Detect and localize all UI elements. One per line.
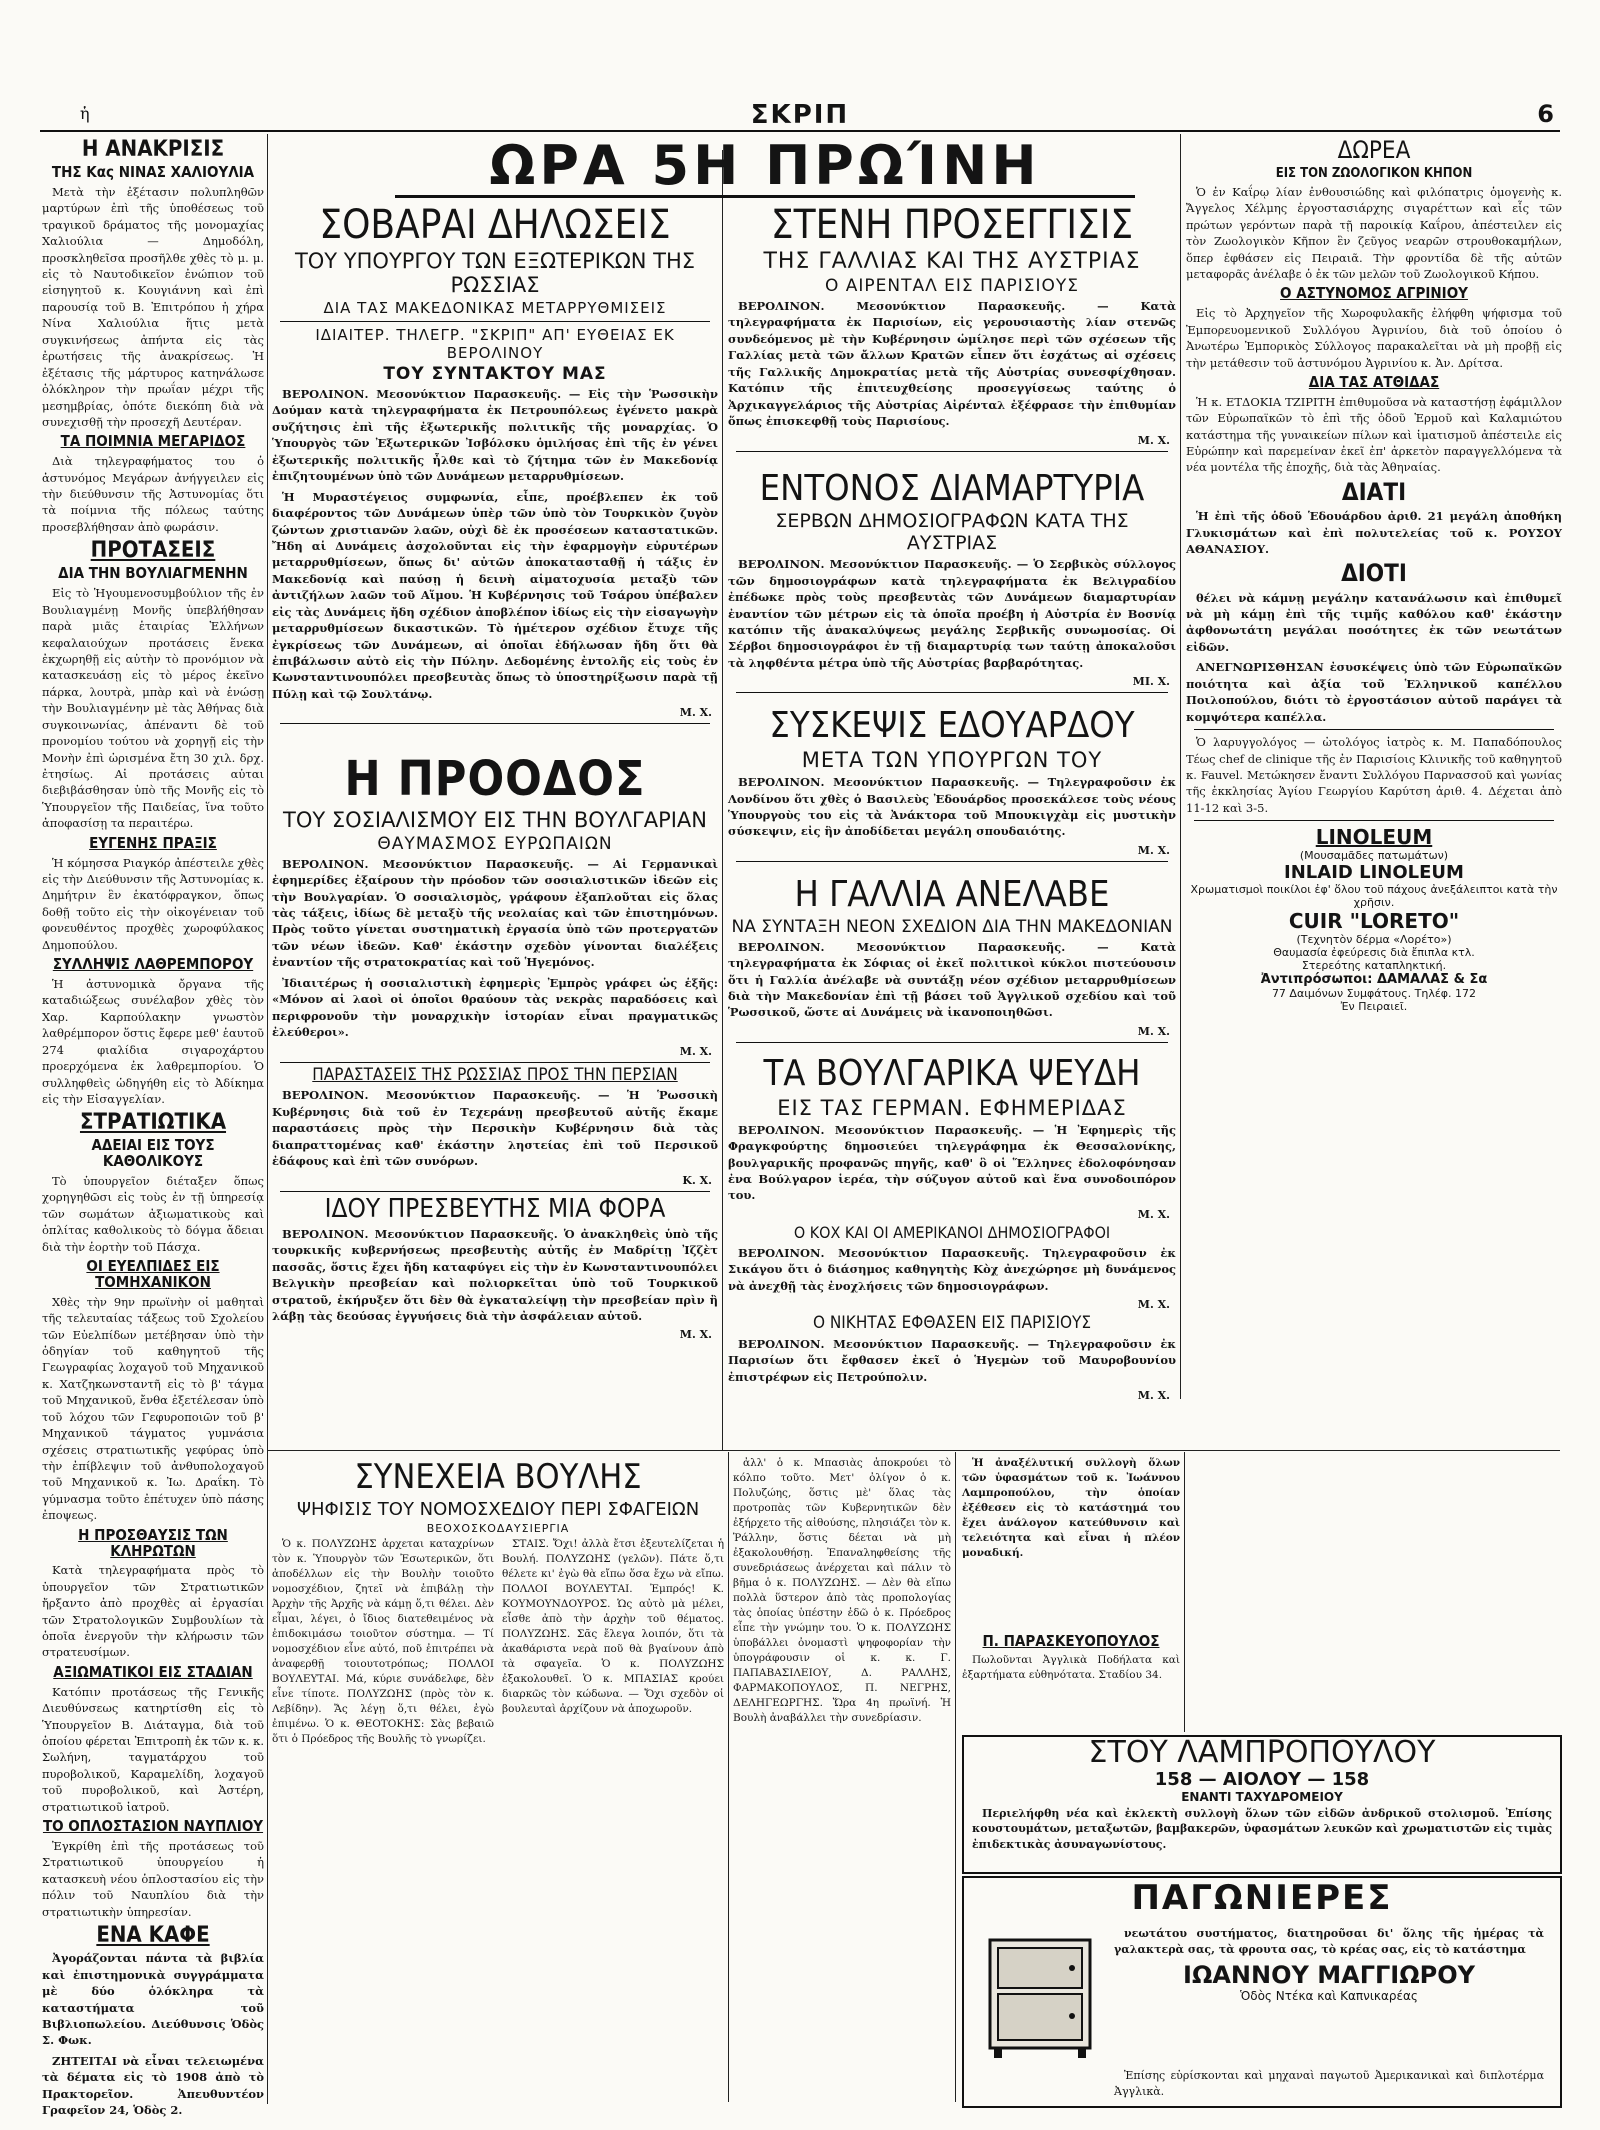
notice-body: Ἡ ἀναξέλυτική συλλογὴ ὅλων τῶν ὑφασμάτων τοῦ κ. Ἰωάννου Λαμπροπούλου, τὴν ὁποίαν ἐξέθεσεν εἰς τὸ κατάστημά του ἔχει ἀνάλογον κατεύθυνσιν καὶ τελειότητα καὶ εἶναι ἡ πλέον μοναδική.	[962, 1457, 1180, 1559]
article-body: ΒΕΡΟΛΙΝΟΝ. Μεσονύκτιον Παρασκευῆς. — Εἰς τὴν Ῥωσσικὴν Δούμαν κατὰ τηλεγραφήματα ἐκ Πετρουπόλεως ἐγένετο μακρὰ συζήτησις ἐπὶ τῆς ἐξωτερικῆς πολιτικῆς τῆς μοναρχίας. Ὁ Ὑπουργὸς τῶν Ἐξωτερικῶν Ἰσβόλσκυ ὁμιλήσας ἐπὶ τῆς ἐν γένει ἐξωτερικῆς πολιτικῆς ἦλθε καὶ τὸ ζήτημα τῶν ἐν Μακεδονίᾳ ἐπιζητουμένων ὑπὸ τῶν Δυνάμεων μεταρρυθμίσεων.	[272, 387, 718, 484]
ad-body: Ἡ ἐπὶ τῆς ὁδοῦ Ἑδουάρδου ἀριθ. 21 μεγάλη ἀποθήκη Γλυκισμάτων καὶ ἐπὶ πολυτελείας τοῦ κ. ΡΟΥΣΟΥ ΑΘΑΝΑΣΙΟΥ.	[1186, 509, 1562, 556]
article-body: Εἰς τὸ Ἀρχηγεῖον τῆς Χωροφυλακῆς ἐλήφθη ψήφισμα τοῦ Ἐμπορευομενικοῦ Συλλόγου Ἀγρινίου, διὰ τοῦ ὁποίου ὁ Ἀνωτέρω Ἐμπορικὸς Σύλλογος παρακαλεῖται νὰ μὴ προβῇ εἰς τὴν μετάθεσιν τοῦ ἀστυνόμου Ἀγρινίου κ. Ἀν. Δρίτσα.	[1186, 306, 1562, 370]
ad-line: 158 — ΑΙΟΛΟΥ — 158	[1154, 1768, 1370, 1790]
article-body: ἀλλ' ὁ κ. Μπασιὰς ἀποκρούει τὸ κόλπο τοῦτο. Μετ' ὀλίγον ὁ κ. Πολυζώης, ὅστις μὲ' ὅλας τὰς προτροπὰς τῶν Κυβερνητικῶν δὲν ἐξήρχετο τῆς αἰθούσης, πλησιάζει τὸν κ. Ῥάλλην, ὅστις δέεται νὰ μὴ ἐξακολουθήσῃ. Ἐπαναληφθείσης τῆς συνεδριάσεως ἀνέρχεται καὶ πάλιν τὸ βῆμα ὁ κ. ΠΟΛΥΖΩΗΣ. — Δὲν θὰ εἴπω πολλὰ ὕστερον ἀπὸ τὰς προπολογίας τὰς ὁποίας ὑπέστην ἐδῶ ὁ κ. Πρόεδρος εἶπε τὴν γνώμην του. Ὁ κ. ΠΟΛΥΖΩΗΣ ὑποβάλλει ὀνομαστὶ ψηφοφορίαν τὴν ὑπογράφουσιν οἱ κ. κ. Γ. ΠΑΠΑΒΑΣΙΛΕΙΟΥ, Δ. ΡΑΛΛΗΣ, ΦΑΡΜΑΚΟΠΟΥΛΟΣ, Π. ΝΕΓΡΗΣ, ΔΕΛΗΓΕΩΡΓΗΣ. Ὥρα 4η πρωϊνή. Ἡ Βουλὴ ἀναβάλλει τὴν συνεδρίασιν.	[733, 1457, 951, 1724]
divider	[280, 321, 710, 322]
article-body: ΣΤΑΙΣ. Ὄχι! ἀλλὰ ἔτσι ἐξευτελίζεται ἡ Βουλή. ΠΟΛΥΖΩΗΣ (γελῶν). Πάτε ὅ,τι θέλετε κι' ἐγὼ θὰ εἴπω ὅσα ἔχω νὰ εἴπω. ΠΟΛΛΟΙ ΒΟΥΛΕΥΤΑΙ. Ἐμπρός! Κ. ΚΟΥΜΟΥΝΔΟΥΡΟΣ. Ὡς αὐτὸ μὰ μέλει, εἶσθε ἀπὸ τὴν ἀρχὴν τοῦ θέματος. ΠΟΛΥΖΩΗΣ. Σᾶς ἔλεγα λοιπόν, ὅτι τὰ ἀκαθάριστα νερὰ ποῦ θὰ βγαίνουν ἀπὸ τὰ σφαγεῖα. Ὁ κ. ΠΟΛΥΖΩΗΣ ἐξακολουθεῖ. Ὁ κ. ΜΠΑΣΙΑΣ κρούει διαρκῶς τὸν κώδωνα. — Ὄχι σχεδὸν οἱ βουλευταὶ ἀρχίζουν νὰ ἀποχωροῦν.	[502, 1537, 724, 1715]
article-subhead: ΤΗΣ ΓΑΛΛΙΑΣ ΚΑΙ ΤΗΣ ΑΥΣΤΡΙΑΣ	[763, 249, 1141, 274]
ad-body: Περιελήφθη νέα καὶ ἐκλεκτὴ συλλογὴ ὅλων τῶν εἰδῶν ἀνδρικοῦ στολισμοῦ. Ἐπίσης κουστουμάτων, μεταξωτῶν, βαμβακερῶν, ὑφασμάτων λευκῶν καὶ χρωματιστῶν εἰς τιμὰς ἐπιδεκτικὰς ἀσυναγωνίστους.	[972, 1806, 1553, 1851]
ad-line: ΕΝΑΝΤΙ ΤΑΧΥΔΡΟΜΕΙΟΥ	[1181, 1789, 1343, 1804]
ad-body: Ἀγοράζονται πάντα τὰ βιβλία καὶ ἐπιστημονικὰ συγγράμματα μὲ δύο ὁλόκληρα τὰ καταστήματα τοῦ Βιβλιοπωλείου. Διεύθυνσις Ὁδὸς Σ. Φωκ.	[42, 1951, 264, 2048]
divider	[280, 723, 710, 724]
parliament-columns	[272, 1537, 724, 1751]
article-body: ΒΕΡΟΛΙΝΟΝ. Μεσονύκτιον Παρασκευῆς. Τηλεγραφοῦσιν ἐκ Σικάγου ὅτι ὁ διάσημος καθηγητὴς Κὸχ ἀνεχώρησε μὴ δυνάμενος νὰ ἀνεχθῇ τὰς ἐνοχλήσεις τῶν δημοσιογράφων.	[728, 1245, 1176, 1293]
ad-line: 77 Δαιμόνων Συμφάτους. Τηλέφ. 172	[1271, 987, 1477, 1001]
section-title: ΠΡΟΤΑΣΕΙΣ	[90, 538, 216, 564]
article-body: ΒΕΡΟΛΙΝΟΝ. Μεσονύκτιον Παρασκευῆς. — Τηλεγραφοῦσιν ἐκ Λονδίνου ὅτι χθὲς ὁ Βασιλεὺς Ἐδουάρδος προσεκάλεσε τοὺς νέους Ὑπουργοὺς του εἰς τὰ Ἀνάκτορα τοῦ Μπουκιγχὰμ εἰς μυστικὴν σύσκεψιν, εἰς ἣν ἀποδίδεται μεγάλη σπουδαιότης.	[728, 775, 1176, 839]
article-headline: Ο ΚΟΧ ΚΑΙ ΟΙ ΑΜΕΡΙΚΑΝΟΙ ΔΗΜΟΣΙΟΓΡΑΦΟΙ	[793, 1222, 1111, 1242]
article-signature: Μ. Χ.	[1137, 433, 1170, 447]
article-body: ΒΕΡΟΛΙΝΟΝ. Μεσονύκτιον Παρασκευῆς. — Τηλεγραφοῦσιν ἐκ Παρισίων ὅτι ἔφθασεν ἐκεῖ ὁ Ἡγεμὼν τοῦ Μαυροβουνίου ἐπιστρέφων εἰς Πετρούπολιν.	[728, 1336, 1176, 1384]
ad-line: Στερεότης καταπληκτική.	[1301, 959, 1447, 973]
article-body: Μετὰ τὴν ἐξέτασιν πολυπληθῶν μαρτύρων ἐπὶ τῆς ὑποθέσεως τοῦ τραγικοῦ δράματος τῆς μονομαχίας Χαλιούλια — Δημοδόλη, προσκληθεῖσα προσῆλθε χθὲς τὸ μ. μ. εἰς τὸ Ναυτοδικεῖον ἐνώπιον τοῦ εἰσηγητοῦ κ. Κουγιάννη καὶ ἐπὶ παρουσίᾳ τοῦ Β. Ἐπιτρόπου ἡ χήρα Νίνα Χαλιούλια ἥτις μετὰ συγκινήσεως ἀπήντα εἰς τὰς ἐρωτήσεις τῆς ἀνακρίσεως. Ἡ ἐξέτασις τῆς μάρτυρος κατηνάλωσε ὁλόκληρον τὴν πρωΐαν μέχρι τῆς μεσημβρίας, ὁπότε διεκόπη διὰ νὰ συνεχισθῇ τὴν προσεχῆ Δευτέραν.	[42, 184, 264, 429]
ad-body: Ἐπίσης εὑρίσκονται καὶ μηχαναὶ παγωτοῦ Ἀμερικανικαὶ καὶ διπλοτέρμα Ἀγγλικὰ.	[1114, 2069, 1544, 2098]
ad-line: Ἀντιπρόσωποι: ΔΑΜΑΛΑΣ & Σα	[1260, 972, 1488, 988]
article-headline: Η ΠΡΟΟΔΟΣ	[344, 751, 646, 808]
section-title: ΣΥΛΛΗΨΙΣ ΛΑΘΡΕΜΠΟΡΟΥ	[52, 955, 254, 974]
ad-note: ΖΗΤΕΙΤΑΙ νὰ εἶναι τελειωμένα τὰ δέματα εἰς τὸ 1908 ἀπὸ τὸ Πρακτορεῖον. Ἀπευθυντέον Γραφεῖον 24, Ὁδὸς 2.	[42, 2053, 264, 2118]
article-body: Κατόπιν προτάσεως τῆς Γενικῆς Διευθύνσεως κατηρτίσθη εἰς τὸ Ὑπουργεῖον Β. Διάταγμα, διὰ τοῦ ὁποίου φέρεται Ἐπιτροπὴ ἐκ τῶν κ. κ. Σωλήνη, ταγματάρχου τοῦ πυροβολικοῦ, Καραμελίδη, λοχαγοῦ τοῦ πυροβολικοῦ, καὶ Ἀστέρη, στρατιωτικοῦ ἰατροῦ.	[42, 1684, 264, 1814]
ad-title: ΔΙΑΤΙ	[1341, 477, 1407, 506]
ad-body: ΑΝΕΓΝΩΡΙΣΘΗΣΑΝ ἐσυσκέψεις ὑπὸ τῶν Εὐρωπαϊκῶν ποιότητα καὶ ἀξία τοῦ Ἑλληνικοῦ καπέλλου Ποιλοπούλου, διότι τὸ ἐργοστάσιον αὐτοῦ παράγει τὰ κομψότερα καπέλλα.	[1186, 660, 1562, 724]
section-title: ΔΩΡΕΑ	[1337, 136, 1411, 164]
article-body: ΒΕΡΟΛΙΝΟΝ. Μεσονύκτιον Παρασκευῆς. Ὁ ἀνακληθεὶς ὑπὸ τῆς τουρκικῆς κυβερνήσεως πρεσβευτὴς αὐτῆς ἐν Μαδρίτῃ Ἰζζὲτ πασσᾶς, ὅστις ἔχει ἤδη καταφύγει εἰς τὴν ἐν Κωνσταντινουπόλει Βελγικὴν πρεσβείαν καὶ πολιορκεῖται ὑπὸ τοῦ Τουρκικοῦ στρατοῦ, ἐκήρυξεν ὅτι δὲν θὰ ἐγκαταλείψῃ τὴν πρεσβείαν πρὶν ἢ λάβῃ τὰς δεούσας ἐγγυήσεις διὰ τὴν ἀσφάλειαν αὐτοῦ.	[272, 1226, 718, 1324]
parliament-article	[272, 1456, 724, 2106]
article-body: Ἰδιαιτέρως ἡ σοσιαλιστικὴ ἐφημερὶς Ἐμπρὸς γράφει ὡς ἑξῆς: «Μόνον αἱ λαοὶ οἱ ὁποῖοι θραύουν τὰς νεκρὰς παραδόσεις καὶ περιφρονοῦν τὴν μοναρχικὴν ἱστορίαν εἶναι πραγματικῶς ἐλεύθεροι».	[272, 975, 718, 1040]
section-title: Ο ΑΣΤΥΝΟΜΟΣ ΑΓΡΙΝΙΟΥ	[1280, 284, 1468, 303]
ad-heading: ΙΩΑΝΝΟΥ ΜΑΓΓΙΩΡΟΥ	[1183, 1961, 1475, 1990]
left-column	[42, 134, 264, 2118]
article-subhead: ΕΙΣ ΤΑΣ ΓΕΡΜΑΝ. ΕΦΗΜΕΡΙΔΑΣ	[777, 1095, 1127, 1120]
article-body: ΒΕΡΟΛΙΝΟΝ. Μεσονύκτιον Παρασκευῆς. — Ὁ Σερβικὸς σύλλογος τῶν δημοσιογράφων κατὰ τηλεγραφήματα ἐκ Βελιγραδίου ἐπέδωκε πρὸς τοὺς πρεσβευτὰς τῶν Δυνάμεων διαμαρτυρίαν ἐναντίον τῶν μέτρων εἰς τὰ ὁποῖα προέβη ἡ Αὐστρία ἐν Βοσνίᾳ κατόπιν τῆς ἀνακαλύψεως μεγάλης Σερβικῆς συνωμοσίας. Οἱ Σέρβοι δημοσιογράφοι ἐν τῇ διαμαρτυρίᾳ των ταύτῃ ἀποκαλοῦσι τὰ ληφθέντα μέτρα ὑπὸ τῆς Αὐστρίας βαρβαρότητας.	[728, 557, 1176, 670]
article-body: Τὸ ὑπουργεῖον διέταξεν ὅπως χορηγηθῶσι εἰς τοὺς ἐν τῇ ὑπηρεσίᾳ τῶν σωμάτων ἀξιωματικοὺς καὶ ὁπλίτας καθολικοὺς τὸ δόγμα ἄδειαι διὰ τὴν ἑορτὴν τοῦ Πάσχα.	[42, 1173, 264, 1254]
divider	[736, 451, 1168, 452]
article-subhead: ΘΑΥΜΑΣΜΟΣ ΕΥΡΩΠΑΙΩΝ	[377, 833, 613, 854]
column-rule	[267, 134, 268, 2104]
article-subhead: ΣΕΡΒΩΝ ΔΗΜΟΣΙΟΓΡΑΦΩΝ ΚΑΤΑ ΤΗΣ ΑΥΣΤΡΙΑΣ	[775, 510, 1129, 555]
article-subhead: ΔΙΑ ΤΑΣ ΜΑΚΕΔΟΝΙΚΑΣ ΜΕΤΑΡΡΥΘΜΙΣΕΙΣ	[323, 299, 667, 317]
divider	[280, 1062, 710, 1063]
article-signature: Μ. Χ.	[679, 1044, 712, 1058]
article-body: ΒΕΡΟΛΙΝΟΝ. Μεσονύκτιον Παρασκευῆς. — Κατὰ τηλεγραφήματα ἐκ Παρισίων, εἰς γερουσιαστὴς λίαν στενῶς συνδεόμενος μὲ τὴν Κυβέρνησιν ὡμίλησε περὶ τῶν σχέσεων τῆς Γαλλίας μετὰ τῶν ἄλλων Κρατῶν εἶπεν ὅτι ἐσχάτως αἱ σχέσεις τῆς Γαλλικῆς Δημοκρατίας μετὰ τῆς Αὐστρίας συνεσφίχθησαν. Κατόπιν τῆς ἐπιτευχθείσης προσεγγίσεως ταύτης ὁ Ἀρχικαγγελάριος τῆς Αὐστρίας Αἰρένταλ ἐξέφρασε τὴν ἐπιθυμίαν ὅπως ἐπισκεφθῇ τοὺς Παρισίους.	[728, 299, 1176, 429]
article-subhead: ΜΕΤΑ ΤΩΝ ΥΠΟΥΡΓΩΝ ΤΟΥ	[801, 748, 1103, 773]
article-headline: ΙΔΟΥ ΠΡΕΣΒΕΥΤΗΣ ΜΙΑ ΦΟΡΑ	[324, 1193, 666, 1224]
section-subtitle: ΑΔΕΙΑΙ ΕΙΣ ΤΟΥΣ ΚΑΘΟΛΙΚΟΥΣ	[91, 1136, 215, 1171]
section-title: ΑΞΙΩΜΑΤΙΚΟΙ ΕΙΣ ΣΤΑΔΙΑΝ	[53, 1662, 253, 1681]
column-rule	[955, 1452, 956, 2102]
notice-title: Π. ΠΑΡΑΣΚΕΥΟΠΟΥΛΟΣ	[982, 1632, 1160, 1650]
doctor-ad-area	[1186, 1456, 1562, 1732]
column-rule	[1180, 134, 1181, 1399]
article-signature: Μ. Χ.	[679, 1328, 712, 1342]
article-subhead: Ο ΑΙΡΕΝΤΑΛ ΕΙΣ ΠΑΡΙΣΙΟΥΣ	[824, 276, 1080, 296]
article-body: Κατὰ τηλεγραφήματα πρὸς τὸ ὑπουργεῖον τῶν Στρατιωτικῶν ἤρξαντο ἀπὸ προχθὲς αἱ ἐργασίαι τῶν Στρατολογικῶν Συμβουλίων τὰ ὁποῖα ἐνεργοῦν τὴν κλήρωσιν τῶν στρατευσίμων.	[42, 1563, 264, 1660]
article-subhead: ΒΕΟΧΟΣΚΟΔΑΥΣΙΕΡΓΙΑ	[426, 1521, 570, 1535]
icebox-illustration	[980, 1930, 1100, 2060]
article-body: Εἰς τὸ Ἡγουμενοσυμβούλιον τῆς ἐν Βουλιαγμένῃ Μονῆς ὑπεβλήθησαν παρὰ μιᾶς ἑταιρίας Ἑλλήνων κεφαλαιούχων προτάσεις ἕνεκα ἐκχωρηθῇ εἰς αὐτὴν τὸ προνόμιον νὰ κατασκευάσῃ εἰς τὸ μέρος ἐκεῖνο πάρκα, λουτρὰ, μπὰρ καὶ νὰ ἑνώσῃ τὴν Βουλιαγμένην μὲ τὰς Ἀθήνας διὰ συγκοινωνίας, ἀπέναντι δὲ τοῦ προνομίου τούτου νὰ χορηγῇ εἰς τὴν Μονὴν ἐπὶ ὡρισμένα ἔτη 30 χιλ. δρχ. ἐτησίως. Αἱ προτάσεις αὐται διεβιβάσθησαν ὑπὸ τῆς Μονῆς εἰς τὸ Ὑπουργεῖον τῆς Παιδείας, ἵνα τοῦτο ἀποφασίσῃ τα περαιτέρω.	[42, 586, 264, 831]
column-rule	[728, 1452, 729, 2102]
section-title: Η ΠΡΟΣΘΑΥΣΙΣ ΤΩΝ ΚΛΗΡΩΤΩΝ	[78, 1525, 228, 1560]
iceboxes-ad	[962, 1876, 1562, 2108]
article-headline: ΠΑΡΑΣΤΑΣΕΙΣ ΤΗΣ ΡΩΣΣΙΑΣ ΠΡΟΣ ΤΗΝ ΠΕΡΣΙΑΝ	[312, 1064, 678, 1085]
divider	[736, 692, 1168, 693]
ad-heading: ΣΤΟΥ ΛΑΜΠΡΟΠΟΥΛΟΥ	[1088, 1735, 1436, 1770]
column-rule	[722, 150, 723, 1450]
center-right-column	[728, 200, 1176, 1448]
section-title: ΔΙΑ ΤΑΣ ΑΤΘΙΔΑΣ	[1308, 372, 1440, 391]
article-subhead: ΤΟΥ ΥΠΟΥΡΓΟΥ ΤΩΝ ΕΞΩΤΕΡΙΚΩΝ ΤΗΣ ΡΩΣΣΙΑΣ	[294, 249, 696, 297]
page-number: 6	[1537, 100, 1554, 128]
section-title: ΣΤΡΑΤΙΩΤΙΚΑ	[79, 1110, 227, 1136]
bicycle-notice	[962, 1630, 1180, 1720]
divider	[280, 1191, 710, 1192]
article-body: Ἡ ἀστυνομικὰ ὄργανα τῆς καταδιώξεως συνέλαβον χθὲς τὸν Χαρ. Καρπούλακην γνωστὸν λαθρέμπορον ὅστις ἔφερε μεθ' ἑαυτοῦ 274 φιαλίδια σιγαροχάρτου προερχόμενα ἐκ λαθρεμπορίου. Ὁ συλληφθεὶς ὡδηγήθη εἰς τὸ Ἀδίκημα εἰς τὴν Εἰσαγγελίαν.	[42, 976, 264, 1106]
article-subhead: ΙΔΙΑΙΤΕΡ. ΤΗΛΕΓΡ. "ΣΚΡΙΠ" ΑΠ' ΕΥΘΕΙΑΣ ΕΚ ΒΕΡΟΛΙΝΟΥ	[315, 326, 675, 362]
article-body: Ἡ κ. ΕΤΔΟΚΙΑ ΤΖΙΡΙΤΗ ἐπιθυμοῦσα νὰ καταστήσῃ ἐφάμιλλον τῶν Εὐρωπαϊκῶν τὸ ἐπὶ τῆς ὁδοῦ Ἑρμοῦ καὶ Καλαμιώτου κατάστημα τῆς γυναικείων πίλων καὶ ἱματισμοῦ ἀπέστειλε εἰς Εὐρώπην καὶ παρεμείναν ἐκεῖ ἐπ' ἀρκετὸν παραγγελλόμενα τὰ νέα μοντέλα τῆς ἐποχῆς, διὰ τὰς Ἀθηναίας.	[1186, 394, 1562, 475]
article-body: Ὁ κ. ΠΟΛΥΖΩΗΣ ἀρχεται καταχρίνων τὸν κ. Ὑπουργὸν τῶν Ἐσωτερικῶν, ὅτι ἀποδέλλων εἰς τὴν Βουλὴν τοιοῦτο νομοσχέδιον, ζητεῖ νὰ ἐπιβάλῃ τὴν Ἀρχὴν τῆς Ἀρχῆς νὰ κάμῃ ὅ,τι θέλει. Δὲν εἶμαι, λέγει, ὁ ἴδιος διατεθειμένος νὰ ἐπιδοκιμάσω τοιοῦτον σύστημα. — Τί νομοσχέδιον εἶνε αὐτό, ποῦ ἐπιτρέπει νὰ ἀναφερθῇ τοιουτοτρόπως; ΠΟΛΛΟΙ ΒΟΥΛΕΥΤΑΙ. Μά, κύριε συνάδελφε, δὲν εἶνε τίποτε. ΠΟΛΥΖΩΗΣ (πρὸς τὸν κ. Λεβίδην). Ἄς λέγῃ ὅ,τι θέλει, ἐγὼ ἐπιμένω. Ὁ κ. ΘΕΟΤΟΚΗΣ: Σὰς βεβαιῶ ὅτι ὁ Πρόεδρος τῆς Βουλῆς τὸ γνωρίζει.	[272, 1537, 494, 1745]
article-headline: ΣΥΣΚΕΨΙΣ ΕΔΟΥΑΡΔΟΥ	[769, 705, 1135, 747]
article-headline: Ο ΝΙΚΗΤΑΣ ΕΦΘΑΣΕΝ ΕΙΣ ΠΑΡΙΣΙΟΥΣ	[812, 1312, 1092, 1333]
article-subhead: ΤΟΥ ΣΟΣΙΑΛΙΣΜΟΥ ΕΙΣ ΤΗΝ ΒΟΥΛΓΑΡΙΑΝ	[283, 807, 707, 832]
section-title: ΤΟ ΟΠΛΟΣΤΑΣΙΟΝ ΝΑΥΠΛΙΟΥ	[42, 1817, 264, 1836]
ad-line: (Τεχνητὸν δέρμα «Λορέτο»)	[1296, 933, 1452, 947]
article-subhead: ΨΗΦΙΣΙΣ ΤΟΥ ΝΟΜΟΣΧΕΔΙΟΥ ΠΕΡΙ ΣΦΑΓΕΙΩΝ	[296, 1498, 700, 1520]
section-title: Η ΑΝΑΚΡΙΣΙΣ	[81, 137, 225, 162]
lampropoulos-ad	[962, 1735, 1562, 1874]
ad-heading: ΠΑΓΩΝΙΕΡΕΣ	[1131, 1878, 1393, 1918]
ad-title: ΕΝΑ ΚΑΦΕ	[96, 1923, 210, 1949]
article-signature: Μ. Χ.	[1137, 1297, 1170, 1311]
section-subtitle: ΤΗΣ Κας ΝΙΝΑΣ ΧΑΛΙΟΥΛΙΑ	[51, 163, 255, 182]
article-headline: ΤΑ ΒΟΥΛΓΑΡΙΚΑ ΨΕΥΔΗ	[763, 1052, 1141, 1094]
column-rule	[1184, 1452, 1185, 1732]
article-signature: Κ. Χ.	[682, 1173, 712, 1187]
article-subhead: ΝΑ ΣΥΝΤΑΞΗ ΝΕΟΝ ΣΧΕΔΙΟΝ ΔΙΑ ΤΗΝ ΜΑΚΕΔΟΝΙΑΝ	[731, 916, 1173, 937]
banner-title: ΩΡΑ 5Η ΠΡΩΊΝΗ	[395, 138, 1135, 198]
right-column	[1186, 134, 1562, 1396]
divider	[736, 861, 1168, 862]
article-subhead: ΤΟΥ ΣΥΝΤΑΚΤΟΥ ΜΑΣ	[383, 364, 607, 384]
article-body: Ὁ ἐν Καΐρῳ λίαν ἐνθουσιώδης καὶ φιλόπατρις ὁμογενὴς κ. Ἄγγελος Χέλμης ἐργοστασιάρχης σιγαρέττων καὶ εἷς τῶν πρώτων γερόντων παρὰ τῇ παροικίᾳ Καΐρου, ἀπέστειλεν εἰς τὸν Ζωολογικὸν Κῆπον ἓν ζεῦγος νεαρῶν στρουθοκαμήλων, ὅπερ ἐφθάσεν εἰς Πειραιᾶ. Τὴν φροντίδα δὲ τῆς αὐτῶν μεταφορᾶς ἀνέλαβε ὁ ἐκ τῶν μελῶν τοῦ Ζωολογικοῦ Κήπου.	[1186, 184, 1562, 282]
ad-line: Χρωματισμοὶ ποικίλοι ἐφ' ὅλου τοῦ πάχους ἀνεξάλειπτοι κατὰ τὴν χρῆσιν.	[1190, 883, 1558, 910]
fabrics-notice	[962, 1456, 1180, 1616]
iceboxes-text	[1114, 1926, 1544, 2003]
ad-line: Ὁδὸς Ντέκα καὶ Καπνικαρέας	[1240, 1989, 1418, 2004]
article-body: Ἡ Μυραστέγειος συμφωνία, εἶπε, προέβλεπεν ἐκ τοῦ διαφέροντος τῶν Δυνάμεων ὑπὲρ τῶν ὑπὸ τὸν Τουρκικὸν ζυγὸν ζώντων χριστιανῶν λαῶν, οὐχὶ δὲ ἐκ προσέσεων καταστατικῶν. Ἤδη αἱ Δυνάμεις ἀσχολοῦνται εἰς τὴν ἐφαρμογὴν εὐρυτέρων μεταρρυθμίσεων, ὅπως δι' αὐτῶν ἀποκατασταθῇ ἡ τάξις ἐν Μακεδονίᾳ καὶ παύσῃ ἡ δεινὴ αἱματοχυσία μεταξὺ τῶν ἀντιζήλων λαῶν τοῦ Αἵμου. Ἡ Κυβέρνησις τοῦ Τσάρου ὑπέβαλεν εἰς τὰς Δυνάμεις ἤδη σχέδιον ἀποβλέπον ἰδίως εἰς τὴν εἰσαγωγὴν μεταρρυθμίσεων δικαστικῶν. Τὸ ἡμέτερον σχέδιον ἔτυχε τῆς ἐγκρίσεως τῶν Δυνάμεων, αἱ ὁποῖαι ἐδήλωσαν ἤδη ὅτι θὰ ἐπιβάλωσιν αὐτὸ εἰς τὴν Πύλην. Δεδομένης ἐντολῆς εἰς τοὺς ἐν Κωνσταντινουπόλει πρεσβευτὰς ὅπως τὸ ὑποστηρίξωσιν παρὰ τῇ Πύλῃ καὶ τῷ Σουλτάνῳ.	[272, 489, 718, 701]
center-left-column	[272, 200, 718, 1448]
ad-line: Θαυμασία ἐφεύρεσις διὰ ἔπιπλα κτλ.	[1273, 946, 1475, 960]
article-body: ΒΕΡΟΛΙΝΟΝ. Μεσονύκτιον Παρασκευῆς. — Ἡ Ῥωσσικὴ Κυβέρνησις διὰ τοῦ ἐν Τεχεράνῃ πρεσβευτοῦ αὐτῆς ἔκαμε παραστάσεις πρὸς τὴν Περσικὴν Κυβέρνησιν διὰ τὰς διαπραττομένας καθ' ἑκάστην ληστείας ἐπὶ τοῦ Περσικοῦ ἐδάφους καὶ ἐπὶ τῶν συνόρων.	[272, 1088, 718, 1169]
corner-mark: ἡ	[80, 104, 90, 123]
parliament-continued	[733, 1456, 951, 2106]
ad-body: θέλει νὰ κάμνῃ μεγάλην κατανάλωσιν καὶ ἐπιθυμεῖ νὰ μὴ κάμῃ ἐπὶ τῆς τιμῆς καθόλου καθ' ἑκάστην ἀφθονωτάτη μεγάλαι ποσότητες ἐκ τῶν νεωτάτων εἰδῶν.	[1186, 590, 1562, 654]
article-headline: Η ΓΑΛΛΙΑ ΑΝΕΛΑΒΕ	[794, 873, 1110, 915]
masthead	[40, 100, 1560, 132]
article-headline: ΣΤΕΝΗ ΠΡΟΣΕΓΓΙΣΙΣ	[770, 202, 1134, 248]
section-rule	[268, 1450, 1560, 1451]
article-headline: ΣΟΒΑΡΑΙ ΔΗΛΩΣΕΙΣ	[319, 202, 671, 248]
ad-title: ΔΙΟΤΙ	[1341, 559, 1407, 588]
article-body: Χθὲς τὴν 9ην πρωϊνὴν οἱ μαθηταὶ τῆς τελευταίας τάξεως τοῦ Σχολείου τῶν Εὐελπίδων μετέβησαν ὑπὸ τὴν ὁδηγίαν τοῦ καθηγητοῦ τῆς Γεωγραφίας λοχαγοῦ τοῦ Μηχανικοῦ κ. Χατζηκωνσταντῆ εἰς τὸ β' τάγμα τοῦ Μηχανικοῦ, ἔνθα ἐξετέλεσαν ὑπὸ τοῦ λόχου τῶν Γεφυροποιῶν τοῦ β' Μηχανικοῦ τάγματος γυμνάσια σχέσεις στρατιωτικῆς γεφύρας ὑπὸ τὴν ἐπίβλεψιν τοῦ ἀνθυπολοχαγοῦ τοῦ Μηχανικοῦ κ. Ἰω. Δραΐκη. Τὸ γύμνασμα τοῦτο ἐπέτυχεν ὑπὸ πάσης ἐποψεως.	[42, 1294, 264, 1523]
article-signature: Μ. Χ.	[1137, 843, 1170, 857]
section-title: ΕΥΓΕΝΗΣ ΠΡΑΞΙΣ	[89, 833, 217, 852]
newspaper-name: ΣΚΡΙΠ	[750, 100, 850, 130]
divider	[1194, 729, 1554, 730]
ad-heading: INLAID LINOLEUM	[1284, 862, 1464, 884]
divider	[1194, 820, 1554, 821]
article-body: Ἐγκρίθη ἐπὶ τῆς προτάσεως τοῦ Στρατιωτικοῦ ὑπουργείου ἡ κατασκευὴ νέου ὁπλοστασίου εἰς τὴν πόλιν τοῦ Ναυπλίου διὰ τὴν στρατιωτικὴν ὑπηρεσίαν.	[42, 1838, 264, 1919]
article-signature: Μ. Χ.	[1137, 1024, 1170, 1038]
ad-line: (Μουσαμᾶδες πατωμάτων)	[1299, 849, 1449, 863]
section-title: ΟΙ ΕΥΕΛΠΙΔΕΣ ΕΙΣ ΤΟΜΗΧΑΝΙΚΟΝ	[86, 1257, 220, 1291]
article-headline: ΣΥΝΕΧΕΙΑ ΒΟΥΛΗΣ	[354, 1457, 642, 1497]
section-title: ΤΑ ΠΟΙΜΝΙΑ ΜΕΓΑΡΙΔΟΣ	[60, 432, 246, 451]
section-subtitle: ΕΙΣ ΤΟΝ ΖΩΟΛΟΓΙΚΟΝ ΚΗΠΟΝ	[1275, 166, 1473, 182]
article-signature: Μ. Χ.	[1137, 1389, 1170, 1403]
linoleum-ad	[1186, 825, 1562, 1013]
section-subtitle: ΔΙΑ ΤΗΝ ΒΟΥΛΙΑΓΜΕΝΗΝ	[58, 564, 248, 583]
article-body: ΒΕΡΟΛΙΝΟΝ. Μεσονύκτιον Παρασκευῆς. — Κατὰ τηλεγραφήματα ἐκ Σόφιας οἱ ἐκεῖ πολιτικοὶ κύκλοι πιστεύουσιν ὅτι ἡ Γαλλία ἀνέλαβε νὰ συντάξῃ νέον σχέδιον μεταρρυθμίσεων διὰ τὴν Μακεδονίαν ἐπὶ τῇ βάσει τοῦ Ἀγγλικοῦ σχεδίου καὶ τοῦ Ῥωσσικοῦ, ὥστε αἱ Δυνάμεις νὰ ἱκανοποιηθῶσι.	[728, 939, 1176, 1020]
article-body: Ἡ κόμησσα Ριαγκόρ ἀπέστειλε χθὲς εἰς τὴν Διεύθυνσιν τῆς Ἀστυνομίας κ. Δημήτριν ἓν ἑκατόφραγκον, ὅπως δοθῇ τοῦτο εἰς τὴν οἰκογένειαν τοῦ φονευθέντος προχθὲς χωροφύλακος Δημοπούλου.	[42, 855, 264, 952]
banner	[395, 134, 1135, 198]
article-body: ΒΕΡΟΛΙΝΟΝ. Μεσονύκτιον Παρασκευῆς. — Αἱ Γερμανικαὶ ἐφημερίδες ἐξαίρουν τὴν πρόοδον τῶν σοσιαλιστικῶν ἰδεῶν εἰς τὴν Βουλγαρίαν. Ὁ σοσιαλισμὸς, γράφουν ἐξαπλοῦται εἰς ὅλας τὰς τάξεις, ἰδίως δὲ μεταξὺ τῆς νεολαίας καὶ τῶν ἐπιστημόνων. Πρὸς τοῦτο γίνεται συστηματικὴ ἐργασία ὑπὸ τῶν προτεργατῶν τῶν νέων ἰδεῶν. Καθ' ἑκάστην σχεδὸν γίνονται διαλέξεις ἐναντίον τῆς στρατοκρατίας καὶ τοῦ Ἡγεμόνος.	[272, 856, 718, 970]
ad-line: Ἐν Πειραιεῖ.	[1340, 1000, 1408, 1014]
ad-body: νεωτάτου συστήματος, διατηροῦσαι δι' ὅλης τῆς ἡμέρας τὰ γαλακτερὰ σας, τὰ φρουτα σας, τὸ κρέας σας, εἰς τὸ κατάστημα	[1114, 1927, 1544, 1956]
article-signature: Μ. Χ.	[1137, 1207, 1170, 1221]
divider	[736, 1042, 1168, 1043]
article-body: ΒΕΡΟΛΙΝΟΝ. Μεσονύκτιον Παρασκευῆς. — Ἡ Ἐφημερὶς τῆς Φραγκφούρτης δημοσιεύει τηλεγράφημα ἐκ Θεσσαλονίκης, βουλγαρικῆς προφανῶς πηγῆς, καθ' ὃ οἱ Ἕλληνες ἐδολοφόνησαν ἐνα Βούλγαρον ἱερέα, τὴν σύζυγον αὐτοῦ καὶ ἕνα συνοδοιπόρον του.	[728, 1122, 1176, 1203]
article-body: Διὰ τηλεγραφήματος του ὁ ἀστυνόμος Μεγάρων ἀνήγγειλεν εἰς τὴν διεύθυνσιν τῆς Ἀστυνομίας ὅτι τὰ ποίμνια τῆς πόλεως ταύτης προσεβλήθησαν ἀπὸ φωράσιν.	[42, 454, 264, 534]
article-signature: ΜΙ. Χ.	[1132, 675, 1170, 689]
article-headline: ΕΝΤΟΝΟΣ ΔΙΑΜΑΡΤΥΡΙΑ	[759, 467, 1145, 509]
ad-heading: LINOLEUM	[1315, 825, 1433, 850]
article-signature: Μ. Χ.	[679, 706, 712, 720]
notice-body: Πωλοῦνται Ἀγγλικὰ Ποδήλατα καὶ ἐξαρτήματα εὐθηνότατα. Σταδίου 34.	[962, 1653, 1180, 1681]
ad-heading: CUIR "LORETO"	[1288, 909, 1460, 934]
doctor-notice: Ὁ λαρυγγολόγος — ὠτολόγος ἰατρὸς κ. Μ. Παπαδόπουλος Τέως chef de clinique τῆς ἐν Παρισίοις Κλινικῆς τοῦ καθηγητοῦ κ. Fauvel. Μετώκησεν ἔναντι Συλλόγου Παρνασσοῦ καὶ γωνίας τῆς ἐκκλησίας Ἁγίου Γεωργίου Καρύτση ἀριθ. 4. Δέχεται ἀπὸ 11-12 καὶ 3-5.	[1186, 735, 1562, 815]
